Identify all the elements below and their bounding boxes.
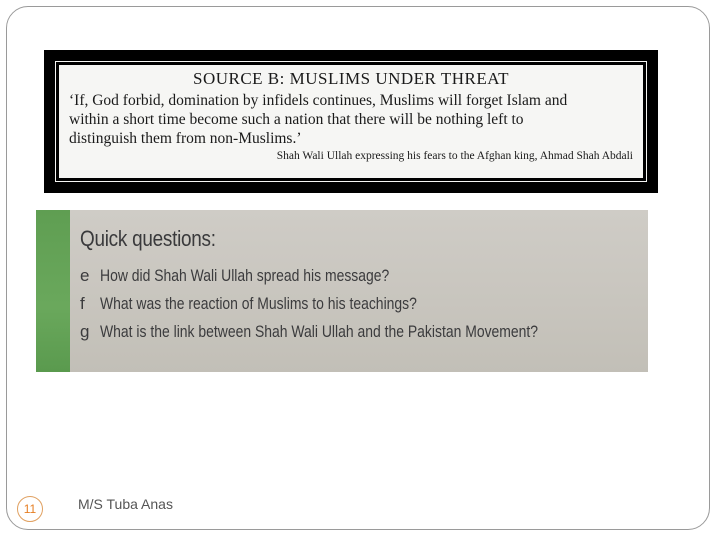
author-name: M/S Tuba Anas: [78, 496, 173, 512]
question-text: What was the reaction of Muslims to his teachings?: [100, 294, 417, 313]
source-quote: [69, 91, 633, 148]
page-number-badge: 11: [17, 496, 43, 522]
source-attribution: Shah Wali Ullah expressing his fears to the Afghan king, Ahmad Shah Abdali: [276, 150, 633, 162]
question-text: What is the link between Shah Wali Ullah and the Pakistan Movement?: [100, 322, 539, 341]
quote-line: ‘If, God forbid, domination by infidels continues, Muslims will forget Islam and: [69, 92, 568, 109]
green-margin-bar: [36, 210, 70, 372]
quote-line: distinguish them from non-Muslims.’: [69, 130, 302, 147]
question-item: [80, 266, 634, 294]
question-item: [80, 322, 634, 350]
question-list: [80, 266, 634, 350]
quick-questions-image: [36, 210, 648, 372]
source-title: SOURCE B: MUSLIMS UNDER THREAT: [192, 69, 509, 88]
question-letter: f: [80, 294, 85, 313]
source-b-image: [44, 50, 658, 193]
question-item: [80, 294, 634, 322]
question-letter: g: [80, 322, 90, 341]
question-letter: e: [80, 266, 90, 285]
question-text: How did Shah Wali Ullah spread his message?: [100, 266, 390, 285]
quote-line: within a short time become such a nation that there will be nothing left to: [69, 111, 524, 128]
quick-questions-heading: Quick questions:: [80, 226, 216, 251]
source-b-panel: [56, 62, 646, 181]
